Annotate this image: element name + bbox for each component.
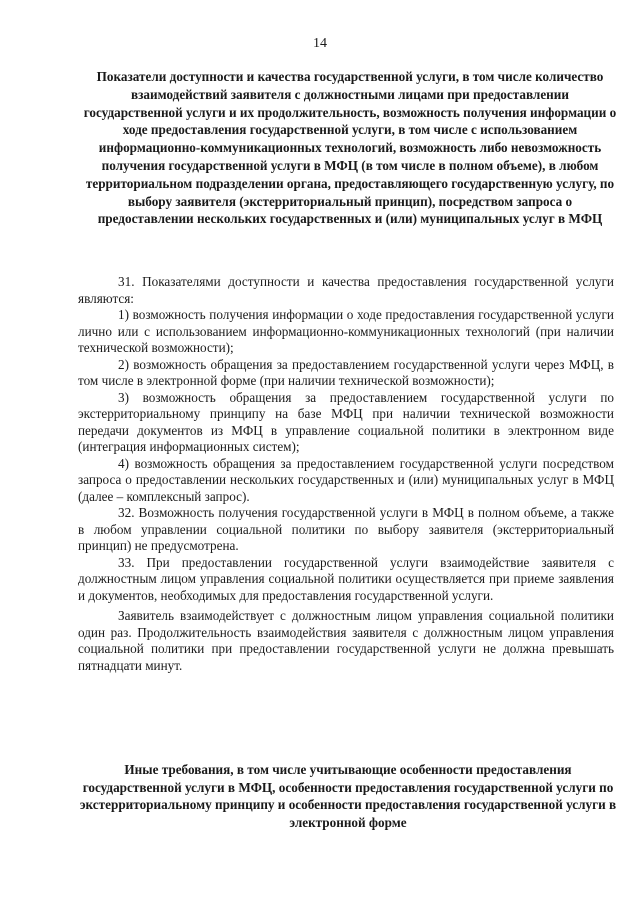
paragraph-33: 33. При предоставлении государственной услуги взаимодействие заявителя с должностным лицом управления социальной политики осуществляется при приеме заявления и документов, необходимых для предоставления государственной услуги. — [78, 554, 614, 603]
section-heading-other-requirements: Иные требования, в том числе учитывающие особенности предоставления государственной услуги в МФЦ, особенности предоставления государственной услуги по экстерриториальному принципу и особенности предоставления государственной услуги в электронной форме — [79, 762, 617, 830]
list-item-1: 1) возможность получения информации о ходе предоставления государственной услуги лично или с использованием информационно-коммуникационных технологий (при наличии технической возможности); — [78, 307, 614, 355]
section-heading-accessibility: Показатели доступности и качества государственной услуги, в том числе количество взаимодействий заявителя с должностными лицами при предоставлении государственной услуги и их продолжительность, возможность получения информации о ходе предоставления государственной услуги, в том числе с использованием информационно-коммуникационных технологий, возможность либо невозможность получения государственной услуги в МФЦ (в том числе в полном объеме), в любом территориальном подразделении органа, предоставляющего государственную услугу, по выбору заявителя (экстерриториальный принцип), посредством запроса о предоставлении нескольких государственных и (или) муниципальных услуг в МФЦ — [83, 69, 617, 227]
list-item-3: 3) возможность обращения за предоставлением государственной услуги по экстерриториальному принципу на базе МФЦ при наличии технической возможности передачи документов из МФЦ в управление социальной политики в электронном виде (интеграция информационных систем); — [78, 389, 614, 454]
paragraph-interaction-duration: Заявитель взаимодействует с должностным лицом управления социальной политики один раз. Продолжительность взаимодействия заявителя с должностным лицом управления социальной политики при предоставлении государственной услуги не должна превышать пятнадцати минут. — [78, 608, 614, 673]
paragraph-32: 32. Возможность получения государственной услуги в МФЦ в полном объеме, а также в любом управлении социальной политики по выбору заявителя (экстерриториальный принцип) не предусмотрена. — [78, 505, 614, 553]
list-item-4: 4) возможность обращения за предоставлением государственной услуги посредством запроса о предоставлении нескольких государственных и (или) муниципальных услуг в МФЦ (далее – комплексный запрос). — [78, 455, 614, 504]
list-item-2: 2) возможность обращения за предоставлением государственной услуги через МФЦ, в том числе в электронной форме (при наличии технической возможности); — [78, 356, 614, 388]
page-number: 14 — [313, 36, 327, 51]
paragraph-31: 31. Показателями доступности и качества предоставления государственной услуги являются: — [78, 274, 614, 306]
document-body — [78, 274, 614, 674]
